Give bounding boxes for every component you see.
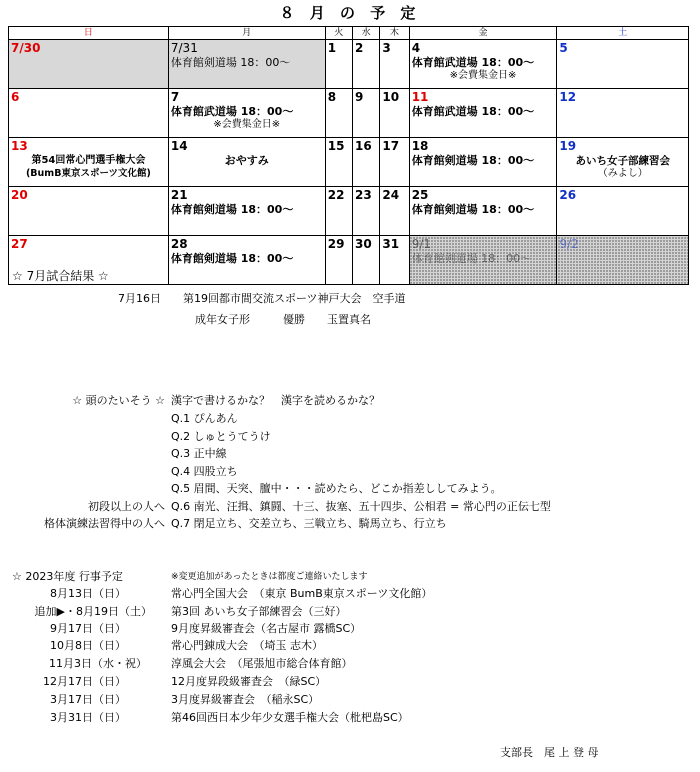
calendar-day-cell bbox=[409, 89, 557, 138]
quiz-item: Q.3 正中線 bbox=[171, 447, 227, 460]
schedule-event: 常心門全国大会 （東京 BumB東京スポーツ文化館） bbox=[171, 587, 433, 600]
header-saturday: 土 bbox=[557, 27, 689, 40]
calendar-day-cell bbox=[557, 138, 689, 187]
calendar-header-row bbox=[9, 27, 689, 40]
day-number: 7/30 bbox=[11, 41, 41, 55]
calendar-day-cell bbox=[353, 138, 380, 187]
day-number: 27 bbox=[11, 237, 28, 251]
page-title: ８ 月 の 予 定 bbox=[279, 4, 421, 22]
calendar-day-cell bbox=[409, 40, 557, 89]
day-number: 13 bbox=[11, 139, 28, 153]
day-note: （みよし） bbox=[597, 168, 648, 179]
signature: 支部長 尾 上 登 母 bbox=[500, 746, 599, 759]
results-heading: ☆ 7月試合結果 ☆ bbox=[12, 269, 109, 283]
brain-label: ☆ 頭のたいそう ☆ bbox=[72, 394, 165, 407]
calendar-week bbox=[9, 236, 689, 285]
day-note: ※会費集金日※ bbox=[449, 70, 517, 81]
day-number: 25 bbox=[411, 188, 429, 202]
calendar-table bbox=[8, 26, 689, 285]
calendar-day-cell bbox=[557, 40, 689, 89]
calendar-day-cell bbox=[409, 236, 557, 285]
quiz-item: Q.5 眉間、天突、膻中・・・読めたら、どこか指差ししてみよう。 bbox=[171, 482, 502, 495]
day-event: 体育館剣道場 18：00～ bbox=[170, 252, 294, 265]
quiz-item: Q.6 南光、汪揖、鎮闘、十三、抜塞、五十四歩、公相君 = 常心門の正伝七型 bbox=[171, 500, 551, 513]
quiz-item: Q.2 しゅとうてうけ bbox=[171, 430, 271, 443]
calendar-day-cell bbox=[557, 187, 689, 236]
quiz-item: Q.4 四股立ち bbox=[171, 465, 238, 478]
quiz-item: Q.1 ぴんあん bbox=[171, 412, 238, 425]
calendar-day-cell bbox=[168, 236, 325, 285]
calendar-day-cell bbox=[557, 236, 689, 285]
day-number: 7 bbox=[170, 90, 180, 104]
day-number: 28 bbox=[170, 237, 188, 251]
day-event: 体育館剣道場 18：00～ bbox=[170, 203, 294, 216]
calendar-day-cell bbox=[409, 187, 557, 236]
day-note: (BumB東京スポーツ文化館) bbox=[25, 168, 151, 179]
day-number: 9/2 bbox=[559, 237, 579, 251]
schedule-event: 常心門錬成大会 （埼玉 志木） bbox=[171, 639, 323, 652]
schedule-date: 12月17日（日） bbox=[43, 675, 126, 688]
schedule-event: 第46回西日本少年少女選手権大会（枇杷島SC） bbox=[171, 711, 409, 724]
day-event: 体育館剣道場 18：00～ bbox=[411, 203, 535, 216]
day-number: 14 bbox=[170, 139, 188, 153]
schedule-heading: ☆ 2023年度 行事予定 bbox=[12, 570, 123, 583]
day-number: 8 bbox=[327, 90, 337, 104]
calendar-day-cell bbox=[380, 187, 409, 236]
calendar-day-cell bbox=[168, 138, 325, 187]
day-number: 20 bbox=[11, 188, 28, 202]
day-event: 体育館武道場 18：00～ bbox=[411, 56, 535, 69]
header-tuesday: 火 bbox=[325, 27, 352, 40]
calendar-day-cell bbox=[168, 89, 325, 138]
calendar-day-cell bbox=[353, 89, 380, 138]
schedule-date: 11月3日（水・祝） bbox=[49, 657, 147, 670]
quiz-label: 格体演練法習得中の人へ bbox=[44, 517, 165, 530]
day-event: 体育館武道場 18：00～ bbox=[170, 105, 294, 118]
calendar-day-cell bbox=[380, 138, 409, 187]
header-thursday: 木 bbox=[380, 27, 409, 40]
brain-intro: 漢字で書けるかな？ 漢字を読めるかな？ bbox=[171, 394, 380, 407]
schedule-event: 淳風会大会 （尾張旭市総合体育館） bbox=[171, 657, 353, 670]
day-number: 2 bbox=[355, 41, 364, 55]
schedule-note: ※変更追加があったときは都度ご連絡いたします bbox=[171, 572, 368, 582]
calendar-week bbox=[9, 138, 689, 187]
schedule-event: 9月度昇級審査会（名古屋市 露橋SC） bbox=[171, 622, 362, 635]
calendar-day-cell bbox=[9, 187, 169, 236]
calendar-day-cell bbox=[9, 89, 169, 138]
day-number: 18 bbox=[411, 139, 429, 153]
header-sunday: 日 bbox=[9, 27, 169, 40]
quiz-item: Q.7 閉足立ち、交差立ち、三戦立ち、騎馬立ち、行立ち bbox=[171, 517, 447, 530]
day-number: 15 bbox=[327, 139, 345, 153]
day-number: 4 bbox=[411, 41, 421, 55]
day-event: あいち女子部練習会 bbox=[575, 155, 670, 167]
quiz-label: 初段以上の人へ bbox=[88, 500, 165, 513]
day-number: 12 bbox=[559, 90, 577, 104]
calendar-day-cell bbox=[380, 89, 409, 138]
day-number: 7/31 bbox=[170, 41, 198, 55]
calendar-day-cell bbox=[9, 40, 169, 89]
header-wednesday: 水 bbox=[353, 27, 380, 40]
calendar-day-cell bbox=[168, 40, 325, 89]
day-number: 19 bbox=[559, 139, 577, 153]
day-number: 24 bbox=[382, 188, 400, 202]
calendar-day-cell bbox=[325, 89, 352, 138]
header-monday: 月 bbox=[168, 27, 325, 40]
day-number: 5 bbox=[559, 41, 568, 55]
calendar-day-cell bbox=[557, 89, 689, 138]
schedule-date: 3月31日（日） bbox=[50, 711, 126, 724]
calendar-day-cell bbox=[325, 138, 352, 187]
day-number: 11 bbox=[411, 90, 429, 104]
day-number: 26 bbox=[559, 188, 577, 202]
schedule-event: 12月度昇段級審査会 （緑SC） bbox=[171, 675, 327, 688]
day-event: 体育館剣道場 18：00～ bbox=[411, 252, 532, 265]
calendar-day-cell bbox=[9, 138, 169, 187]
day-event: 第54回常心門選手権大会 bbox=[31, 155, 146, 166]
schedule-date: 8月13日（日） bbox=[50, 587, 126, 600]
day-number: 9 bbox=[355, 90, 364, 104]
day-event: 体育館剣道場 18：00～ bbox=[170, 56, 291, 69]
calendar-day-cell bbox=[353, 40, 380, 89]
day-number: 30 bbox=[355, 237, 372, 251]
calendar-day-cell bbox=[353, 236, 380, 285]
day-number: 31 bbox=[382, 237, 400, 251]
schedule-date: 9月17日（日） bbox=[50, 622, 126, 635]
calendar-day-cell bbox=[325, 187, 352, 236]
results-line: 7月16日 第19回都市間交流スポーツ神戸大会 空手道 bbox=[118, 292, 406, 305]
calendar-week bbox=[9, 40, 689, 89]
day-number: 16 bbox=[355, 139, 372, 153]
schedule-date: 追加▶・8月19日（土） bbox=[34, 605, 152, 618]
calendar-day-cell bbox=[353, 187, 380, 236]
calendar-day-cell bbox=[325, 236, 352, 285]
schedule-event: 第3回 あいち女子部練習会（三好） bbox=[171, 605, 347, 618]
calendar-day-cell bbox=[168, 187, 325, 236]
day-event: 体育館剣道場 18：00～ bbox=[411, 154, 535, 167]
schedule-date: 3月17日（日） bbox=[50, 693, 126, 706]
day-note: ※会費集金日※ bbox=[213, 119, 281, 130]
calendar-day-cell bbox=[380, 236, 409, 285]
day-number: 6 bbox=[11, 90, 20, 104]
calendar-day-cell bbox=[325, 40, 352, 89]
calendar-week bbox=[9, 187, 689, 236]
schedule-date: 10月8日（日） bbox=[50, 639, 126, 652]
day-number: 23 bbox=[355, 188, 372, 202]
results-line: 成年女子形 優勝 玉置真名 bbox=[195, 313, 371, 326]
day-event: 体育館武道場 18：00～ bbox=[411, 105, 535, 118]
schedule-event: 3月度昇級審査会 （稲永SC） bbox=[171, 693, 320, 706]
day-number: 3 bbox=[382, 41, 391, 55]
day-number: 9/1 bbox=[411, 237, 431, 251]
header-friday: 金 bbox=[409, 27, 557, 40]
day-number: 1 bbox=[327, 41, 337, 55]
day-number: 21 bbox=[170, 188, 188, 202]
calendar-day-cell bbox=[380, 40, 409, 89]
day-number: 10 bbox=[382, 90, 400, 104]
calendar-week bbox=[9, 89, 689, 138]
calendar-day-cell bbox=[409, 138, 557, 187]
day-number: 29 bbox=[327, 237, 345, 251]
day-number: 17 bbox=[382, 139, 400, 153]
day-event: おやすみ bbox=[224, 154, 269, 167]
day-number: 22 bbox=[327, 188, 345, 202]
